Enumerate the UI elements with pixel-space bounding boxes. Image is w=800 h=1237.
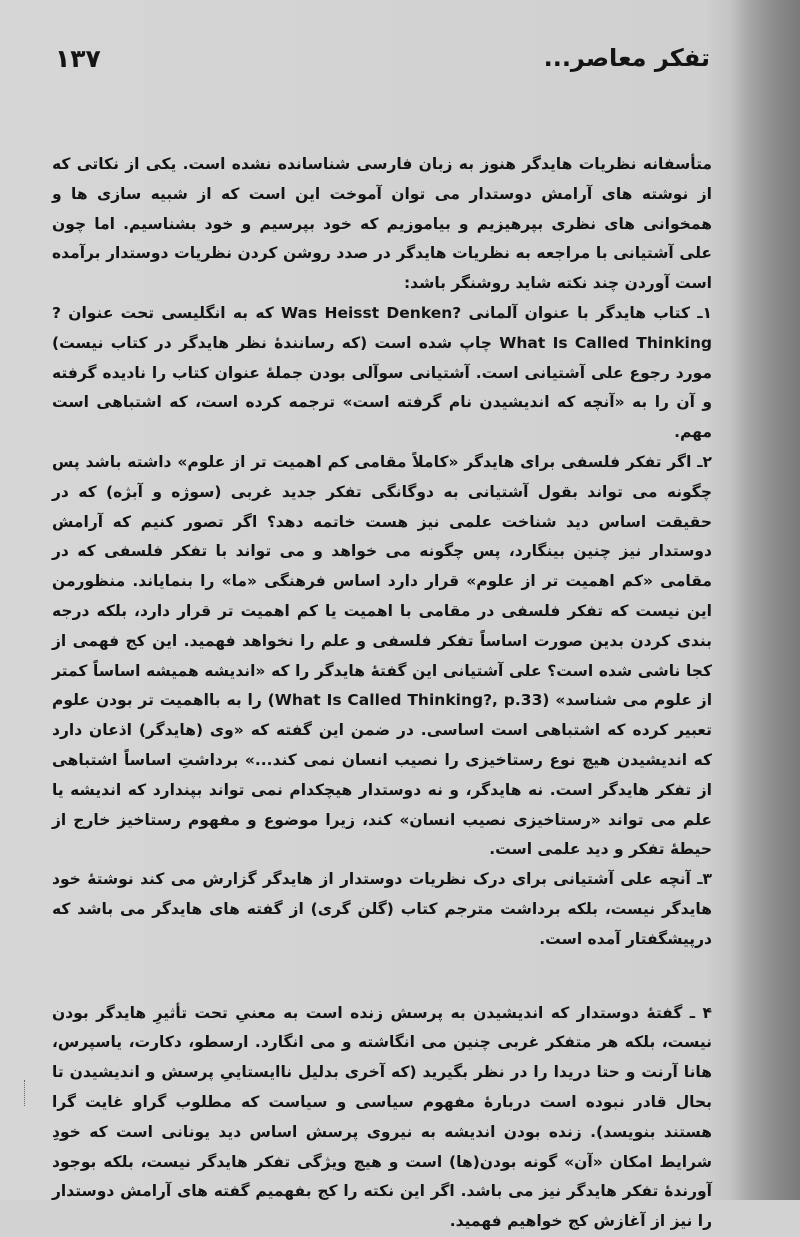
page-header	[55, 44, 710, 78]
paragraph-gap	[52, 955, 712, 999]
margin-mark	[24, 1080, 31, 1106]
paragraph-point-2: ۲ـ اگر تفکر فلسفی برای هایدگر «کاملاً مقامی کم اهمیت تر از علوم» داشته باشد پس چگونه می تواند بقول آشتیانی به دوگانگی تفکر جدید غربی (سوژه و آبژه) که در حقیقت اساس دید شناخت علمی نیز هست خاتمه دهد؟ اگر تصور کنیم که آرامش دوستدار نیز چنین بینگارد، پس چگونه می خواهد و می تواند با تفکر فلسفی که در مقامی «کم اهمیت تر از علوم» قرار دارد اساس فرهنگی «ما» را بنمایاند. منظورمن این نیست که تفکر فلسفی در مقامی با اهمیت یا کم اهمیت تر قرار دارد، بلکه درجه بندی کردن بدین صورت اساساً تفکر فلسفی و علم را نخواهد فهمید. این کج فهمی از کجا ناشی شده است؟ علی آشتیانی این گفتهٔ هایدگر را که «اندیشه همیشه اساساً کمتر از علوم می شناسد» (What Is Called Thinking?, p.33) را به بااهمیت تر بودن علوم تعبیر کرده که اشتباهی است اساسی. در ضمن این گفته که «وی (هایدگر) اذعان دارد که اندیشیدن هیچ نوع رستاخیزی را نصیب انسان نمی کند...» برداشتِ اساساً اشتباهی از تفکر هایدگر است. نه هایدگر، و نه دوستدار هیچکدام نمی تواند بپندارد که اندیشه یا علم می تواند «رستاخیزی نصیب انسان» کند، زیرا موضوع و مفهوم رستاخیز خارج از حیطهٔ تفکر و دید علمی است.	[52, 452, 713, 859]
paragraph-point-4: ۴ ـ گفتهٔ دوستدار که اندیشیدن به پرسش زنده است به معنیِ تحت تأثیرِ هایدگر بودن نیست، بلکه هر متفکر غربی چنین می انگاشته و می انگارد. ارسطو، دکارت، یاسپرس، هانا آرنت و حتا دریدا را در نظر بگیرید (که آخری بدلیل ناایستاییِ پرسش و اندیشیدن تا بحال قادر نبوده است دربارهٔ مفهوم سیاسی و سیاست که مطلوب گراو غایت گرا هستند بنویسد). زنده بودن اندیشه به نیروی پرسش اساس دید یونانی است که خودِ شرایط امکان «آن» گونه بودن(ها) است و هیچ ویژگی تفکر هایدگر نیست، بلکه بوجود آورندهٔ تفکر هایدگر نیز می باشد. اگر این نکته را کج بفهمیم گفته های آرامش دوستدار را نیز از آغازش کج خواهیم فهمید.	[52, 1003, 712, 1231]
paragraph-point-1: ۱ـ کتاب هایدگر با عنوان آلمانی ?Was Heisst Denken که به انگلیسی تحت عنوان ?What Is Called Thinking چاپ شده است (که رسانندهٔ نظر هایدگر در کتاب نیست) مورد رجوع علی آشتیانی است. آشتیانی سوآلی بودن جملهٔ عنوان کتاب را نادیده گرفته و آن را به «آنچه که اندیشیدن نام گرفته است» ترجمه کرده است، که اشتباهی است مهم.	[52, 303, 712, 442]
body-text	[52, 150, 712, 1237]
paragraph-intro: متأسفانه نظریات هایدگر هنوز به زبان فارسی شناسانده نشده است. یکی از نکاتی که از نوشته های آرامش دوستدار می توان آموخت این است که از شبیه سازی ها و همخوانی های نظری بپرهیزیم و بیاموزیم که خود بپرسیم و خود بشناسیم. اما چون علی آشتیانی با مراجعه به نظریات هایدگر در صدد روشن کردن نظریات دوستدار برآمده است آوردن چند نکته شاید روشنگر باشد:	[52, 155, 712, 293]
paragraph-point-3: ۳ـ آنچه علی آشتیانی برای درک نظریات دوستدار از هایدگر گزارش می کند نوشتهٔ خود هایدگر نیست، بلکه برداشت مترجم کتاب (گلن گری) از گفته های هایدگر می باشد که درپیشگفتار آمده است.	[52, 870, 712, 948]
page-number: ۱۳۷	[55, 44, 101, 73]
book-spine-shadow	[730, 0, 800, 1200]
running-title: تفکر معاصر...	[543, 44, 710, 72]
